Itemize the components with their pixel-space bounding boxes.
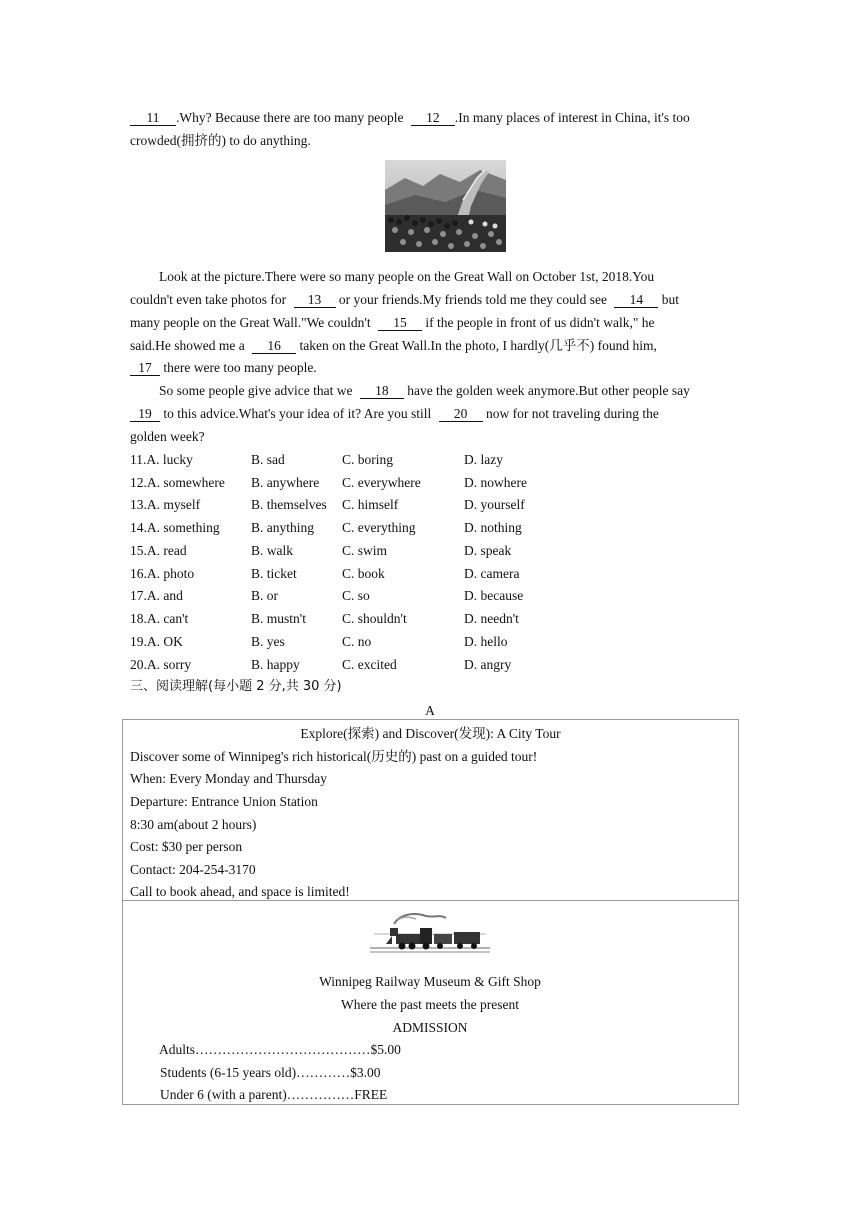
option-a[interactable]: 15.A. read	[130, 543, 187, 558]
passage-line: golden week?	[130, 429, 205, 444]
option-a[interactable]: 12.A. somewhere	[130, 475, 225, 490]
tour-box	[122, 719, 739, 901]
blank-20[interactable]: 20	[439, 406, 483, 422]
tour-line: When: Every Monday and Thursday	[130, 771, 327, 786]
tour-line: Discover some of Winnipeg's rich historical(历史的) past on a guided tour!	[130, 749, 538, 764]
passage-text: now for not traveling during the	[486, 406, 659, 421]
passage-text: .In many places of interest in China, it's too	[454, 110, 690, 125]
option-b[interactable]: B. yes	[251, 634, 285, 649]
option-a[interactable]: 17.A. and	[130, 588, 183, 603]
passage-line	[130, 337, 657, 355]
option-b[interactable]: B. happy	[251, 657, 300, 672]
passage-text: said.He showed me a	[130, 338, 245, 353]
passage-line	[130, 291, 679, 309]
option-d[interactable]: D. nowhere	[464, 475, 527, 490]
passage-line	[130, 359, 317, 377]
blank-11[interactable]: 11	[130, 110, 176, 126]
blank-17[interactable]: 17	[130, 360, 160, 376]
option-b[interactable]: B. themselves	[251, 497, 327, 512]
museum-slogan: Where the past meets the present	[340, 997, 520, 1012]
option-d[interactable]: D. because	[464, 588, 524, 603]
option-d[interactable]: D. hello	[464, 634, 508, 649]
option-b[interactable]: B. sad	[251, 452, 285, 467]
passage-text: to this advice.What's your idea of it? Are you still	[163, 406, 432, 421]
option-c[interactable]: C. shouldn't	[342, 611, 407, 626]
passage-text: So some people give advice that we	[159, 383, 353, 398]
option-a[interactable]: 19.A. OK	[130, 634, 183, 649]
option-d[interactable]: D. speak	[464, 543, 512, 558]
option-c[interactable]: C. himself	[342, 497, 399, 512]
option-d[interactable]: D. lazy	[464, 452, 503, 467]
option-d[interactable]: D. camera	[464, 566, 520, 581]
tour-line: Contact: 204-254-3170	[130, 862, 256, 877]
option-c[interactable]: C. no	[342, 634, 372, 649]
passage-text: have the golden week anymore.But other people say	[407, 383, 690, 398]
option-a[interactable]: 16.A. photo	[130, 566, 195, 581]
passage-text: but	[661, 292, 679, 307]
option-a[interactable]: 20.A. sorry	[130, 657, 192, 672]
blank-16[interactable]: 16	[252, 338, 296, 354]
blank-15[interactable]: 15	[378, 315, 422, 331]
option-d[interactable]: D. needn't	[464, 611, 519, 626]
blank-18[interactable]: 18	[360, 383, 404, 399]
blank-14[interactable]: 14	[614, 292, 658, 308]
option-a[interactable]: 18.A. can't	[130, 611, 189, 626]
passage-line: Look at the picture.There were so many people on the Great Wall on October 1st, 2018.You	[159, 269, 655, 284]
blank-19[interactable]: 19	[130, 406, 160, 422]
passage-text: or your friends.My friends told me they could see	[338, 292, 607, 307]
passage-text: couldn't even take photos for	[130, 292, 287, 307]
option-c[interactable]: C. swim	[342, 543, 388, 558]
option-d[interactable]: D. yourself	[464, 497, 525, 512]
price-line: Students (6-15 years old)…………$3.00	[160, 1065, 381, 1080]
price-line: Adults…………………………………$5.00	[159, 1042, 401, 1057]
option-c[interactable]: C. everything	[342, 520, 416, 535]
option-c[interactable]: C. excited	[342, 657, 397, 672]
passage-line: crowded(拥挤的) to do anything.	[130, 133, 311, 148]
passage-text: there were too many people.	[163, 360, 317, 375]
train-icon	[370, 908, 490, 958]
option-c[interactable]: C. so	[342, 588, 370, 603]
option-b[interactable]: B. or	[251, 588, 278, 603]
museum-name: Winnipeg Railway Museum & Gift Shop	[319, 974, 541, 989]
passage-line	[130, 109, 690, 127]
passage-text: many people on the Great Wall."We couldn't	[130, 315, 371, 330]
passage-text: if the people in front of us didn't walk," he	[425, 315, 655, 330]
option-b[interactable]: B. mustn't	[251, 611, 306, 626]
option-c[interactable]: C. everywhere	[342, 475, 421, 490]
great-wall-photo	[385, 160, 506, 252]
passage-line	[130, 405, 659, 423]
option-c[interactable]: C. book	[342, 566, 385, 581]
option-a[interactable]: 11.A. lucky	[130, 452, 193, 467]
option-b[interactable]: B. anywhere	[251, 475, 320, 490]
tour-line: Call to book ahead, and space is limited!	[130, 884, 350, 899]
tour-line: Departure: Entrance Union Station	[130, 794, 318, 809]
option-b[interactable]: B. ticket	[251, 566, 297, 581]
passage-text: .Why? Because there are too many people	[176, 110, 404, 125]
option-a[interactable]: 13.A. myself	[130, 497, 201, 512]
option-d[interactable]: D. angry	[464, 657, 512, 672]
price-line: Under 6 (with a parent)……………FREE	[160, 1087, 388, 1102]
passage-letter: A	[425, 703, 435, 718]
passage-text: taken on the Great Wall.In the photo, I hardly(几乎不) found him,	[299, 338, 657, 353]
admission-heading: ADMISSION	[392, 1020, 468, 1035]
passage-line	[159, 382, 690, 400]
section-heading: 三、阅读理解(每小题 2 分,共 30 分)	[130, 679, 342, 694]
option-b[interactable]: B. walk	[251, 543, 293, 558]
blank-13[interactable]: 13	[294, 292, 336, 308]
passage-line	[130, 314, 654, 332]
tour-line: 8:30 am(about 2 hours)	[130, 817, 257, 832]
option-b[interactable]: B. anything	[251, 520, 314, 535]
option-a[interactable]: 14.A. something	[130, 520, 220, 535]
tour-line: Cost: $30 per person	[130, 839, 243, 854]
tour-title: Explore(探索) and Discover(发现): A City Tour	[300, 726, 561, 741]
option-c[interactable]: C. boring	[342, 452, 394, 467]
blank-12[interactable]: 12	[411, 110, 455, 126]
option-d[interactable]: D. nothing	[464, 520, 522, 535]
